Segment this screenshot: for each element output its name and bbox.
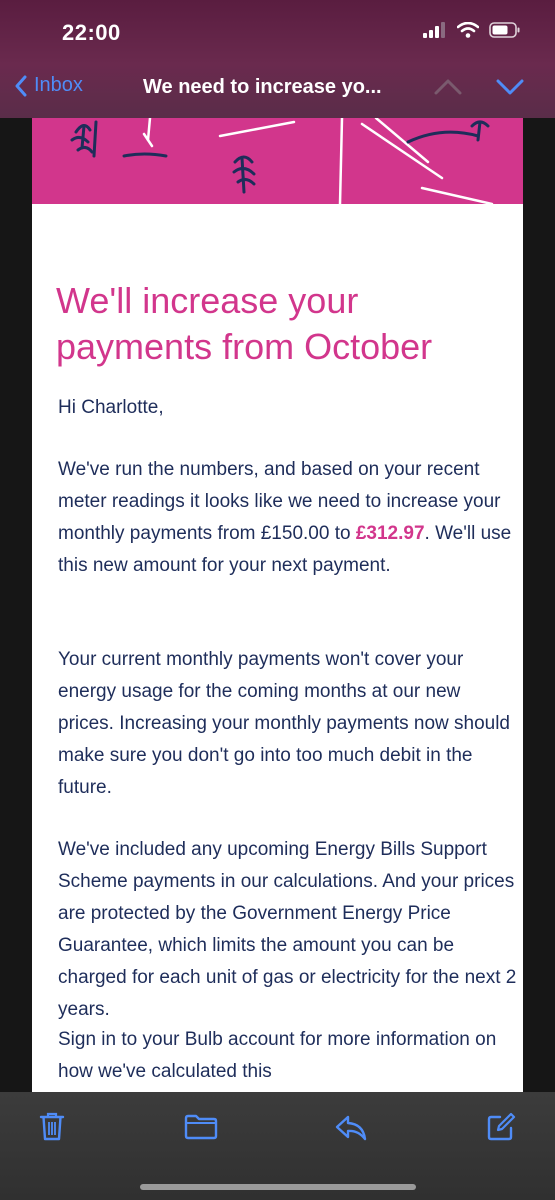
battery-icon — [489, 22, 521, 38]
paragraph-support-scheme: We've included any upcoming Energy Bills Support Scheme payments in our calculations. And your prices are protected by the Government Energy Price Guarantee, which limits the amount you can be charged for each unit of gas or electricity for the next 2 years. — [58, 839, 517, 1020]
status-icons — [423, 22, 521, 38]
top-bar — [0, 0, 555, 118]
p1-text-end: . We'll use this new amount for your next payment. — [58, 523, 512, 576]
chevron-left-icon — [14, 75, 28, 97]
p1-text-start: We've run the numbers, and based on your recent meter readings it looks like we need to increase your monthly payments from £150.00 to — [58, 459, 501, 544]
chevron-up-icon — [433, 76, 463, 98]
trash-icon — [38, 1110, 66, 1142]
move-to-folder-button[interactable] — [184, 1114, 218, 1145]
status-time: 22:00 — [62, 20, 121, 45]
left-margin — [0, 118, 32, 1092]
delete-button[interactable] — [38, 1110, 66, 1147]
home-indicator[interactable] — [140, 1184, 416, 1190]
reply-icon — [334, 1114, 368, 1142]
greeting-text: Hi Charlotte, — [58, 397, 164, 418]
compose-button[interactable] — [486, 1112, 516, 1147]
right-margin — [523, 118, 555, 1092]
email-headline: We'll increase your payments from October — [56, 280, 433, 367]
folder-icon — [184, 1114, 218, 1140]
back-to-inbox-button[interactable] — [14, 74, 83, 97]
paragraph-current-payments: Your current monthly payments won't cover your energy usage for the coming months at our new prices. Increasing your monthly payments now should make sure you don't go into too much debit in the future. — [58, 649, 511, 798]
next-message-button[interactable] — [495, 76, 525, 103]
paragraph-sign-in: Sign in to your Bulb account for more information on how we've calculated this — [58, 1029, 497, 1082]
header-illustration — [32, 118, 523, 204]
email-subject-title: We need to increase yo... — [143, 76, 382, 98]
compose-icon — [486, 1112, 516, 1142]
paragraph-payment-increase — [58, 454, 518, 582]
wifi-icon — [457, 22, 479, 38]
previous-message-button[interactable] — [433, 76, 463, 103]
email-body[interactable] — [32, 118, 523, 1092]
new-payment-amount: £312.97 — [355, 523, 425, 544]
reply-button[interactable] — [334, 1114, 368, 1147]
cellular-signal-icon — [423, 22, 447, 38]
back-label: Inbox — [34, 74, 83, 96]
chevron-down-icon — [495, 76, 525, 98]
